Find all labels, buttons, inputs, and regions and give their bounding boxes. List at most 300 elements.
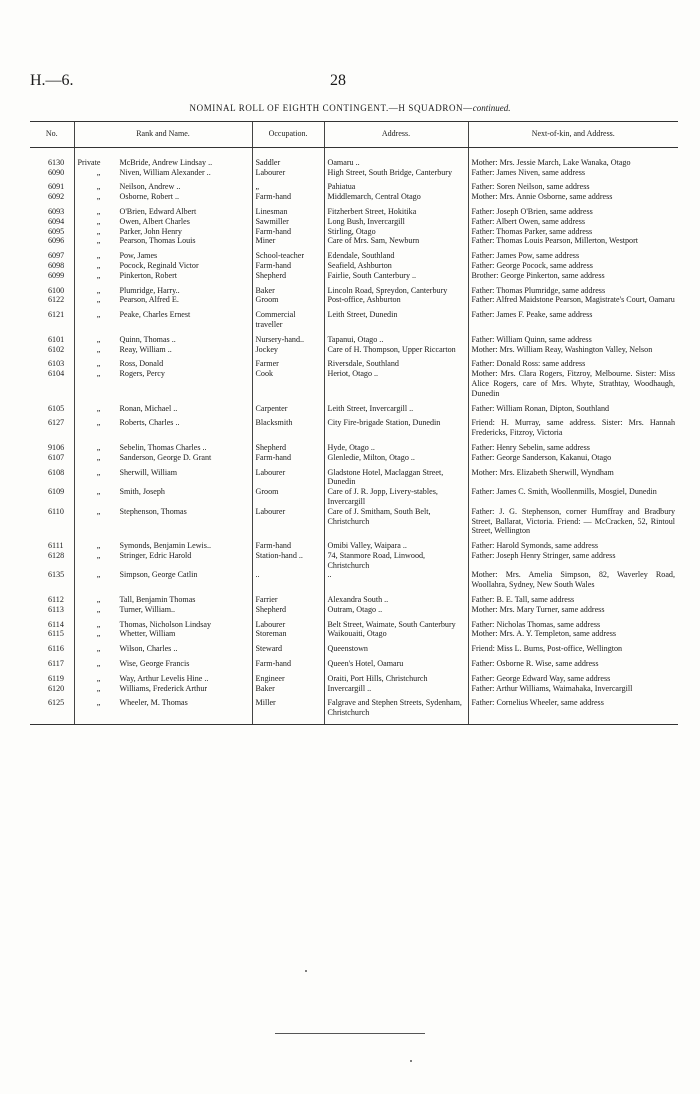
- name: Stephenson, Thomas: [119, 506, 187, 516]
- rank: „: [96, 182, 101, 192]
- cell-occupation: Farm-hand: [252, 536, 324, 551]
- cell-rank-name: [74, 536, 252, 551]
- cell-next-of-kin: Friend: H. Murray, same address. Sister: Mrs. Hannah Fredericks, Fitzroy, Victoria: [468, 413, 678, 438]
- cell-next-of-kin: Father: Osborne R. Wise, same address: [468, 654, 678, 669]
- name: Sanderson, George D. Grant: [119, 452, 212, 462]
- cell-next-of-kin: Friend: Miss L. Burns, Post-office, Wellington: [468, 639, 678, 654]
- cell-number: 6125: [30, 693, 74, 724]
- cell-next-of-kin: Mother: Mrs. Mary Turner, same address: [468, 605, 678, 615]
- cell-occupation: Shepherd: [252, 438, 324, 453]
- name: Ross, Donald: [119, 359, 164, 369]
- cell-address: Oraiti, Port Hills, Christchurch: [324, 669, 468, 684]
- cell-rank-name: [74, 354, 252, 369]
- cell-number: 6120: [48, 683, 65, 693]
- cell-address: Oamaru ..: [324, 147, 468, 167]
- name: Wise, George Francis: [119, 659, 190, 669]
- cell-next-of-kin: Father: Alfred Maidstone Pearson, Magistrate's Court, Oamaru: [468, 295, 678, 305]
- cell-next-of-kin: Father: James Niven, same address: [468, 168, 678, 178]
- rank: „: [96, 206, 101, 216]
- print-speck: [305, 970, 307, 972]
- cell-rank-name: [74, 669, 252, 684]
- cell-number: 6091: [48, 182, 65, 192]
- cell-number: 6116: [48, 644, 64, 654]
- cell-occupation: Cook: [252, 369, 324, 398]
- cell-rank-name: [74, 507, 252, 536]
- table-body: [30, 147, 678, 724]
- cell-occupation: Farm-hand: [252, 261, 324, 271]
- cell-address: Tapanui, Otago ..: [324, 330, 468, 345]
- cell-rank-name: [74, 615, 252, 630]
- name: Roberts, Charles ..: [119, 418, 180, 428]
- cell-occupation: Farrier: [252, 590, 324, 605]
- cell-address: 74, Stanmore Road, Linwood, Christchurch: [324, 551, 468, 571]
- cell-occupation: ..: [252, 570, 324, 590]
- cell-next-of-kin: Mother: Mrs. A. Y. Templeton, same address: [468, 629, 678, 639]
- table-row: [30, 281, 678, 296]
- cell-address: Long Bush, Invercargill: [324, 217, 468, 227]
- name: Wheeler, M. Thomas: [119, 698, 188, 708]
- cell-next-of-kin: Father: William Ronan, Dipton, Southland: [468, 399, 678, 414]
- page-header: [30, 72, 670, 96]
- cell-occupation: Station-hand ..: [252, 551, 324, 571]
- cell-address: Post-office, Ashburton: [324, 295, 468, 305]
- table-row: [30, 551, 678, 571]
- table-row: [30, 487, 678, 507]
- name: Peake, Charles Ernest: [119, 310, 191, 320]
- table-row: [30, 168, 678, 178]
- rank: „: [96, 236, 101, 246]
- cell-rank-name: [74, 369, 252, 398]
- cell-number: 6095: [48, 226, 65, 236]
- cell-occupation: School-teacher: [252, 246, 324, 261]
- table-row: [30, 639, 678, 654]
- cell-address: Fitzherbert Street, Hokitika: [324, 202, 468, 217]
- name: Smith, Joseph: [119, 487, 165, 497]
- table-row: [30, 463, 678, 488]
- cell-number: 6109: [48, 487, 65, 497]
- name: Owen, Albert Charles: [119, 216, 190, 226]
- rank: „: [96, 216, 101, 226]
- cell-number: 6121: [48, 310, 65, 320]
- cell-next-of-kin: Father: James Pow, same address: [468, 246, 678, 261]
- rank: „: [96, 595, 101, 605]
- cell-rank-name: [74, 192, 252, 202]
- cell-address: Alexandra South ..: [324, 590, 468, 605]
- cell-number: 6128: [48, 550, 65, 560]
- rank: „: [96, 334, 101, 344]
- cell-rank-name: [74, 487, 252, 507]
- cell-number: 6119: [48, 673, 64, 683]
- table-row: [30, 507, 678, 536]
- cell-address: Belt Street, Waimate, South Canterbury: [324, 615, 468, 630]
- rank: „: [96, 344, 101, 354]
- name: Niven, William Alexander ..: [119, 167, 211, 177]
- cell-number: 6130: [48, 157, 65, 167]
- print-speck: [410, 1060, 412, 1062]
- cell-rank-name: [74, 202, 252, 217]
- rank: „: [96, 270, 101, 280]
- cell-next-of-kin: Mother: Mrs. Clara Rogers, Fitzroy, Melbourne. Sister: Miss Alice Rogers, care of Mrs. Whyte, Strathtay, Woodhaugh, Dunedin: [468, 369, 678, 398]
- table-row: [30, 399, 678, 414]
- rank: „: [96, 659, 101, 669]
- cell-rank-name: [74, 227, 252, 237]
- rank: „: [96, 418, 101, 428]
- cell-number: 6092: [48, 192, 65, 202]
- name: Pearson, Thomas Louis: [119, 236, 196, 246]
- cell-rank-name: [74, 629, 252, 639]
- cell-rank-name: [74, 261, 252, 271]
- cell-number: 6112: [48, 595, 64, 605]
- cell-occupation: Linesman: [252, 202, 324, 217]
- cell-rank-name: [74, 654, 252, 669]
- table-row: [30, 629, 678, 639]
- cell-rank-name: [74, 605, 252, 615]
- rank: Private: [77, 157, 101, 167]
- cell-number: 6105: [48, 403, 65, 413]
- cell-number: 6094: [48, 216, 65, 226]
- rank: „: [96, 369, 101, 379]
- table-row: [30, 654, 678, 669]
- cell-address: Leith Street, Invercargill ..: [324, 399, 468, 414]
- rank: „: [96, 698, 101, 708]
- cell-occupation: Farm-hand: [252, 227, 324, 237]
- rank: „: [96, 285, 101, 295]
- cell-number: 6099: [48, 270, 65, 280]
- cell-number: 9106: [48, 442, 65, 452]
- cell-address: Care of H. Thompson, Upper Riccarton: [324, 345, 468, 355]
- name: Neilson, Andrew ..: [119, 182, 181, 192]
- cell-number: 6113: [48, 604, 64, 614]
- cell-address: Leith Street, Dunedin: [324, 305, 468, 330]
- cell-rank-name: [74, 246, 252, 261]
- cell-address: Outram, Otago ..: [324, 605, 468, 615]
- column-header-number: No.: [30, 122, 74, 148]
- rank: „: [96, 629, 101, 639]
- name: Pow, James: [119, 251, 158, 261]
- cell-occupation: Steward: [252, 639, 324, 654]
- table-row: [30, 330, 678, 345]
- rank: „: [96, 683, 101, 693]
- cell-next-of-kin: Father: Donald Ross: same address: [468, 354, 678, 369]
- cell-rank-name: [74, 295, 252, 305]
- cell-occupation: Miller: [252, 693, 324, 724]
- name: Plumridge, Harry..: [119, 285, 180, 295]
- cell-number: 6117: [48, 659, 64, 669]
- table-row: [30, 369, 678, 398]
- cell-occupation: Engineer: [252, 669, 324, 684]
- cell-rank-name: [74, 271, 252, 281]
- cell-next-of-kin: Father: B. E. Tall, same address: [468, 590, 678, 605]
- table-row: [30, 413, 678, 438]
- cell-occupation: Groom: [252, 487, 324, 507]
- cell-next-of-kin: Father: Thomas Louis Pearson, Millerton, Westport: [468, 236, 678, 246]
- cell-rank-name: [74, 413, 252, 438]
- cell-next-of-kin: Mother: Mrs. Elizabeth Sherwill, Wyndham: [468, 463, 678, 488]
- cell-number: 6127: [48, 418, 65, 428]
- rank: „: [96, 541, 101, 551]
- title-main: NOMINAL ROLL OF EIGHTH CONTINGENT.—H SQUADRON—: [189, 103, 473, 113]
- rank: „: [96, 570, 101, 580]
- cell-address: Middlemarch, Central Otago: [324, 192, 468, 202]
- cell-address: Gladstone Hotel, Maclaggan Street, Dunedin: [324, 463, 468, 488]
- cell-rank-name: [74, 438, 252, 453]
- rank: „: [96, 295, 101, 305]
- cell-number: 6100: [48, 285, 65, 295]
- name: Quinn, Thomas ..: [119, 334, 176, 344]
- rank: „: [96, 604, 101, 614]
- cell-address: Omibi Valley, Waipara ..: [324, 536, 468, 551]
- cell-number: 6090: [48, 167, 65, 177]
- document-reference: H.—6.: [30, 72, 74, 89]
- cell-rank-name: [74, 281, 252, 296]
- rank: „: [96, 487, 101, 497]
- cell-next-of-kin: Father: George Edward Way, same address: [468, 669, 678, 684]
- cell-occupation: Farm-hand: [252, 453, 324, 463]
- cell-next-of-kin: Father: James C. Smith, Woollenmills, Mosgiel, Dunedin: [468, 487, 678, 507]
- cell-occupation: Shepherd: [252, 271, 324, 281]
- cell-occupation: Farm-hand: [252, 192, 324, 202]
- cell-address: Waikouaiti, Otago: [324, 629, 468, 639]
- cell-number: 6097: [48, 251, 65, 261]
- cell-address: Queenstown: [324, 639, 468, 654]
- table-row: [30, 438, 678, 453]
- name: Turner, William..: [119, 604, 176, 614]
- name: Reay, William ..: [119, 344, 172, 354]
- cell-number: 6114: [48, 619, 64, 629]
- column-header-occupation: Occupation.: [252, 122, 324, 148]
- cell-next-of-kin: Mother: Mrs. Annie Osborne, same address: [468, 192, 678, 202]
- cell-address: Care of J. R. Jopp, Livery-stables, Invercargill: [324, 487, 468, 507]
- cell-next-of-kin: Father: Arthur Williams, Waimahaka, Invercargill: [468, 684, 678, 694]
- rank: „: [96, 550, 101, 560]
- cell-number: 6093: [48, 206, 65, 216]
- rank: „: [96, 251, 101, 261]
- cell-address: ..: [324, 570, 468, 590]
- table-row: [30, 147, 678, 167]
- rank: „: [96, 506, 101, 516]
- table-row: [30, 177, 678, 192]
- cell-next-of-kin: Father: James F. Peake, same address: [468, 305, 678, 330]
- cell-number: 6103: [48, 359, 65, 369]
- cell-number: 6098: [48, 260, 65, 270]
- cell-number: 6104: [48, 369, 65, 379]
- column-header-address: Address.: [324, 122, 468, 148]
- cell-rank-name: [74, 693, 252, 724]
- table-row: [30, 295, 678, 305]
- cell-address: Riversdale, Southland: [324, 354, 468, 369]
- cell-rank-name: [74, 399, 252, 414]
- table-row: [30, 202, 678, 217]
- cell-next-of-kin: Mother: Mrs. Amelia Simpson, 82, Waverley Road, Woollahra, Sydney, New South Wales: [468, 570, 678, 590]
- cell-next-of-kin: Father: Albert Owen, same address: [468, 217, 678, 227]
- cell-next-of-kin: Mother: Mrs. William Reay, Washington Valley, Nelson: [468, 345, 678, 355]
- cell-occupation: Carpenter: [252, 399, 324, 414]
- cell-address: High Street, South Bridge, Canterbury: [324, 168, 468, 178]
- rank: „: [96, 619, 101, 629]
- table-row: [30, 217, 678, 227]
- cell-rank-name: [74, 330, 252, 345]
- cell-number: 6122: [48, 295, 65, 305]
- cell-occupation: Nursery-hand..: [252, 330, 324, 345]
- name: Tall, Benjamin Thomas: [119, 595, 196, 605]
- table-row: [30, 236, 678, 246]
- cell-next-of-kin: Father: J. G. Stephenson, corner Humffray and Bradbury Street, Ballarat, Victoria. Friend: — McCracken, 52, Rintoul Street, Wellington: [468, 507, 678, 536]
- table-row: [30, 684, 678, 694]
- rank: „: [96, 403, 101, 413]
- name: Whetter, William: [119, 629, 176, 639]
- cell-next-of-kin: Father: Thomas Parker, same address: [468, 227, 678, 237]
- cell-number: 6101: [48, 334, 65, 344]
- cell-next-of-kin: Father: George Pocock, same address: [468, 261, 678, 271]
- cell-occupation: Labourer: [252, 507, 324, 536]
- page-number: 28: [330, 72, 346, 89]
- cell-occupation: Farm-hand: [252, 654, 324, 669]
- table-row: [30, 345, 678, 355]
- name: Simpson, George Catlin: [119, 570, 198, 580]
- cell-occupation: Jockey: [252, 345, 324, 355]
- column-header-next-of-kin: Next-of-kin, and Address.: [468, 122, 678, 148]
- cell-occupation: Miner: [252, 236, 324, 246]
- table-row: [30, 354, 678, 369]
- name: Sebelin, Thomas Charles ..: [119, 442, 207, 452]
- rank: „: [96, 260, 101, 270]
- cell-occupation: Saddler: [252, 147, 324, 167]
- nominal-roll-table: [30, 121, 678, 725]
- cell-address: Seafield, Ashburton: [324, 261, 468, 271]
- title-suffix: continued.: [472, 103, 511, 113]
- cell-address: Hyde, Otago ..: [324, 438, 468, 453]
- name: Thomas, Nicholson Lindsay: [119, 619, 211, 629]
- cell-occupation: Storeman: [252, 629, 324, 639]
- cell-address: Care of J. Smitham, South Belt, Christchurch: [324, 507, 468, 536]
- table-row: [30, 536, 678, 551]
- table-row: [30, 615, 678, 630]
- cell-occupation: Shepherd: [252, 605, 324, 615]
- cell-next-of-kin: Father: Thomas Plumridge, same address: [468, 281, 678, 296]
- cell-address: Glenledie, Milton, Otago ..: [324, 453, 468, 463]
- page-title: [30, 103, 670, 113]
- name: O'Brien, Edward Albert: [119, 206, 197, 216]
- name: Rogers, Percy: [119, 369, 165, 379]
- cell-address: Edendale, Southland: [324, 246, 468, 261]
- cell-occupation: Groom: [252, 295, 324, 305]
- rank: „: [96, 167, 101, 177]
- cell-occupation: Labourer: [252, 615, 324, 630]
- rank: „: [96, 644, 101, 654]
- cell-occupation: „: [252, 177, 324, 192]
- table-row: [30, 590, 678, 605]
- name: Osborne, Robert ..: [119, 192, 180, 202]
- cell-next-of-kin: Father: Henry Sebelin, same address: [468, 438, 678, 453]
- table-row: [30, 453, 678, 463]
- rank: „: [96, 226, 101, 236]
- cell-next-of-kin: Father: Nicholas Thomas, same address: [468, 615, 678, 630]
- cell-address: Stirling, Otago: [324, 227, 468, 237]
- table-row: [30, 227, 678, 237]
- cell-address: City Fire-brigade Station, Dunedin: [324, 413, 468, 438]
- rank: „: [96, 673, 101, 683]
- name: Stringer, Edric Harold: [119, 550, 192, 560]
- table-row: [30, 605, 678, 615]
- cell-rank-name: [74, 236, 252, 246]
- cell-number: 6115: [48, 629, 64, 639]
- cell-rank-name: [74, 590, 252, 605]
- table-row: [30, 669, 678, 684]
- cell-next-of-kin: Father: Joseph O'Brien, same address: [468, 202, 678, 217]
- table-row: [30, 246, 678, 261]
- cell-address: Pahiatua: [324, 177, 468, 192]
- cell-address: Queen's Hotel, Oamaru: [324, 654, 468, 669]
- cell-next-of-kin: Father: George Sanderson, Kakanui, Otago: [468, 453, 678, 463]
- cell-rank-name: [74, 453, 252, 463]
- cell-rank-name: [74, 684, 252, 694]
- rank: „: [96, 442, 101, 452]
- table-row: [30, 570, 678, 590]
- cell-number: 6096: [48, 236, 65, 246]
- table-row: [30, 261, 678, 271]
- rank: „: [96, 467, 101, 477]
- name: Wilson, Charles ..: [119, 644, 178, 654]
- rank: „: [96, 359, 101, 369]
- column-header-rank-name: Rank and Name.: [74, 122, 252, 148]
- cell-rank-name: [74, 639, 252, 654]
- cell-rank-name: [74, 177, 252, 192]
- name: Williams, Frederick Arthur: [119, 683, 208, 693]
- cell-occupation: Commercial traveller: [252, 305, 324, 330]
- cell-rank-name: [74, 168, 252, 178]
- name: Symonds, Benjamin Lewis..: [119, 541, 212, 551]
- cell-occupation: Labourer: [252, 463, 324, 488]
- name: Ronan, Michael ..: [119, 403, 178, 413]
- cell-rank-name: [74, 345, 252, 355]
- table-row: [30, 305, 678, 330]
- cell-address: Care of Mrs. Sam, Newburn: [324, 236, 468, 246]
- cell-occupation: Farmer: [252, 354, 324, 369]
- cell-address: Invercargill ..: [324, 684, 468, 694]
- cell-rank-name: [74, 463, 252, 488]
- cell-rank-name: [74, 551, 252, 571]
- cell-occupation: Sawmiller: [252, 217, 324, 227]
- cell-number: 6111: [48, 541, 64, 551]
- rank: „: [96, 310, 101, 320]
- cell-number: 6108: [48, 467, 65, 477]
- name: Pinkerton, Robert: [119, 270, 178, 280]
- name: Pocock, Reginald Victor: [119, 260, 199, 270]
- cell-occupation: Labourer: [252, 168, 324, 178]
- cell-next-of-kin: Father: Cornelius Wheeler, same address: [468, 693, 678, 724]
- table-header-row: [30, 122, 678, 148]
- cell-occupation: Baker: [252, 281, 324, 296]
- closing-rule: [275, 1033, 425, 1034]
- cell-number: 6110: [48, 506, 64, 516]
- table-row: [30, 693, 678, 724]
- cell-number: 6102: [48, 344, 65, 354]
- name: Sherwill, William: [119, 467, 178, 477]
- cell-next-of-kin: Father: William Quinn, same address: [468, 330, 678, 345]
- cell-next-of-kin: Father: Soren Neilson, same address: [468, 177, 678, 192]
- table-row: [30, 192, 678, 202]
- name: Pearson, Alfred E.: [119, 295, 179, 305]
- table-row: [30, 271, 678, 281]
- cell-rank-name: [74, 147, 252, 167]
- rank: „: [96, 192, 101, 202]
- name: Way, Arthur Levelis Hine ..: [119, 673, 209, 683]
- cell-next-of-kin: Mother: Mrs. Jessie March, Lake Wanaka, Otago: [468, 147, 678, 167]
- cell-address: Heriot, Otago ..: [324, 369, 468, 398]
- cell-next-of-kin: Brother: George Pinkerton, same address: [468, 271, 678, 281]
- rank: „: [96, 452, 101, 462]
- cell-address: Lincoln Road, Spreydon, Canterbury: [324, 281, 468, 296]
